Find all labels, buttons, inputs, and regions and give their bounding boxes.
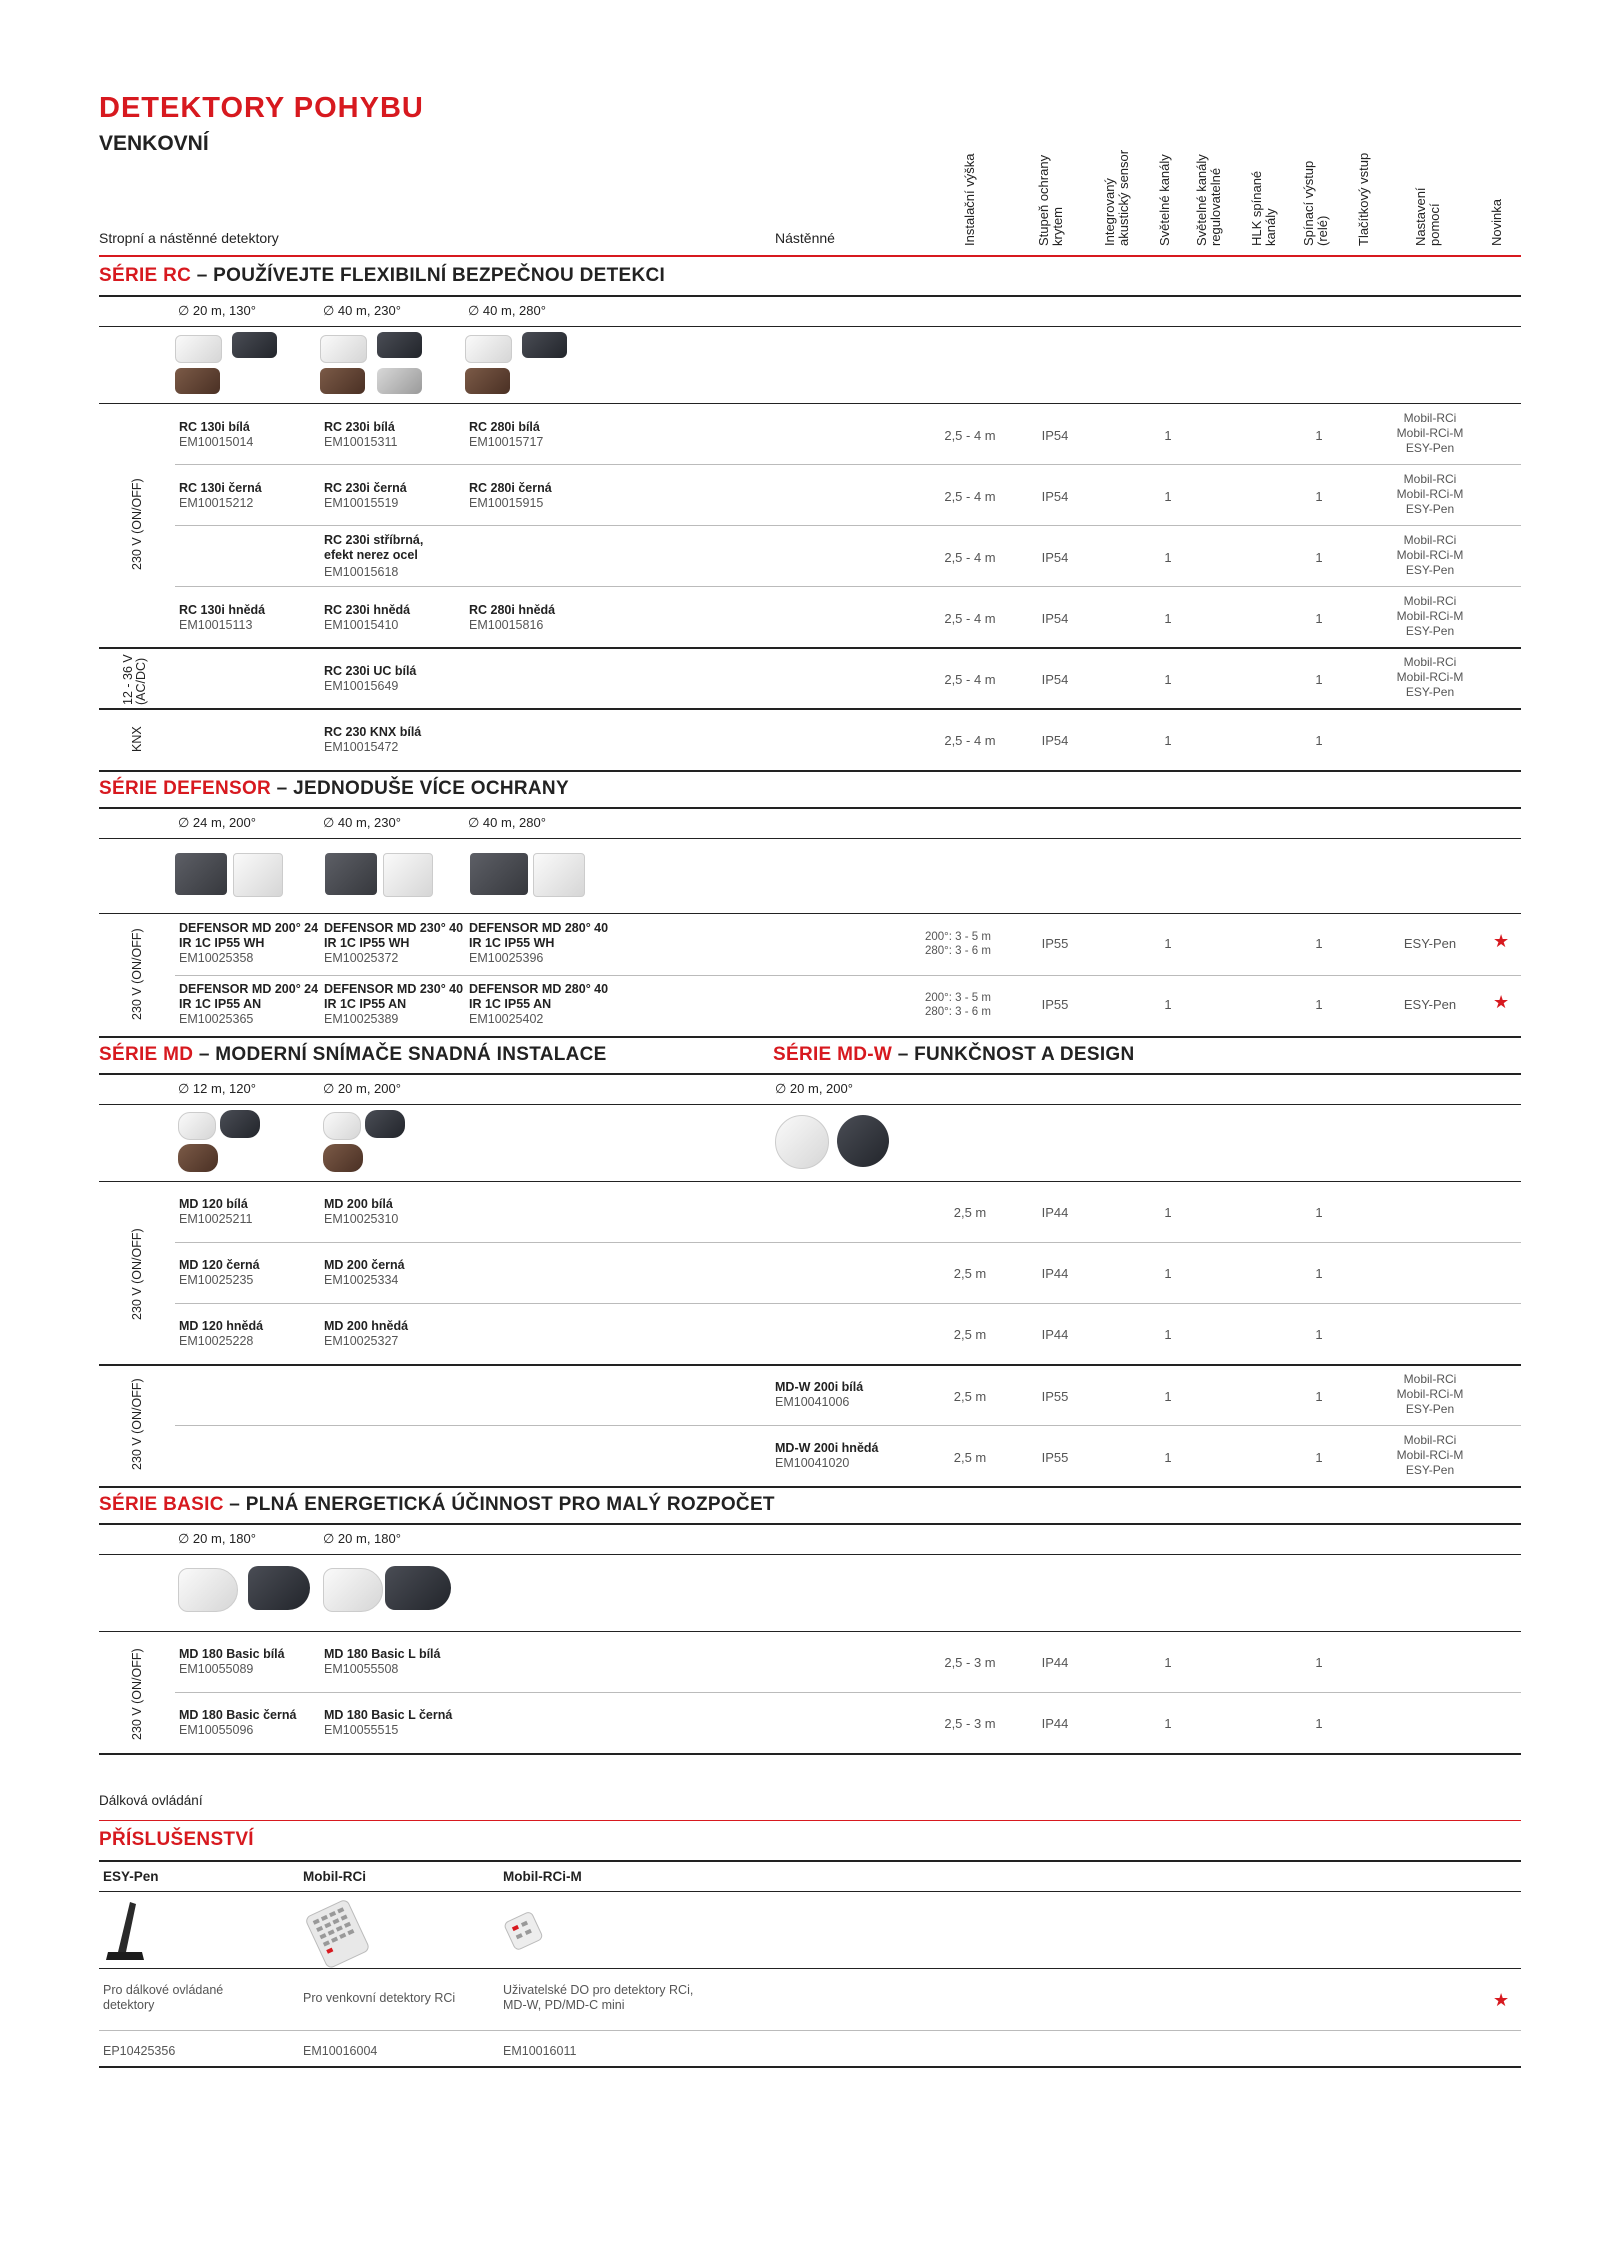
product-image-defensor280-white <box>533 853 585 897</box>
relay-output: 1 <box>1315 489 1323 504</box>
divider <box>99 1073 1521 1075</box>
product-image-rc230-silver <box>377 368 422 394</box>
product-name: MD 180 Basic L bílá <box>324 1647 441 1661</box>
page-title: DETEKTORY POHYBU <box>99 92 424 124</box>
light-channels: 1 <box>1164 611 1172 626</box>
divider <box>99 326 1521 327</box>
product-name: MD 180 Basic L černá <box>324 1708 453 1722</box>
setup-methods: Mobil-RCi Mobil-RCi-M ESY-Pen <box>1396 533 1464 577</box>
light-channels: 1 <box>1164 936 1172 951</box>
install-height: 2,5 - 4 m <box>944 733 996 748</box>
relay-output: 1 <box>1315 1655 1323 1670</box>
product-code: EM10041020 <box>775 1456 850 1470</box>
product-name: MD 120 bílá <box>179 1197 248 1211</box>
ip-rating: IP54 <box>1041 428 1069 443</box>
divider <box>175 586 1521 587</box>
ip-rating: IP55 <box>1041 1450 1069 1465</box>
product-image-rc230-black <box>377 332 422 358</box>
col-header-relay: Spínací výstup (relé) <box>1301 160 1330 246</box>
divider <box>175 464 1521 465</box>
product-image-rc280-white <box>465 335 512 363</box>
new-star-icon: ★ <box>1493 931 1510 951</box>
product-code: EM10015113 <box>179 618 253 632</box>
product-code: EM10055515 <box>324 1723 399 1737</box>
dimension-label: ∅ 20 m, 180° <box>178 1531 256 1546</box>
ip-rating: IP54 <box>1041 550 1069 565</box>
light-channels: 1 <box>1164 1327 1172 1342</box>
product-name: MD-W 200i bílá <box>775 1380 864 1394</box>
divider <box>99 647 1521 649</box>
product-code: EM10015519 <box>324 496 399 510</box>
product-name: RC 280i bílá <box>469 420 540 434</box>
product-image-defensor200-anthracite <box>175 853 227 895</box>
product-code: EM10025402 <box>469 1012 544 1026</box>
dimension-label: ∅ 20 m, 180° <box>323 1531 401 1546</box>
divider <box>99 1036 1521 1038</box>
setup-methods: Mobil-RCi Mobil-RCi-M ESY-Pen <box>1396 1433 1464 1477</box>
esy-pen-image <box>102 1900 162 1962</box>
accessory-header: Mobil-RCi-M <box>503 1869 582 1884</box>
product-name: RC 130i bílá <box>179 420 250 434</box>
dimension-label: ∅ 24 m, 200° <box>178 815 256 830</box>
divider <box>175 525 1521 526</box>
product-name: DEFENSOR MD 230° 40 IR 1C IP55 WH <box>324 921 464 950</box>
product-code: EM10015014 <box>179 435 254 449</box>
accessory-header: ESY-Pen <box>103 1869 159 1884</box>
section-title-accessories: PŘÍSLUŠENSTVÍ <box>99 1829 254 1850</box>
product-image-md200-black <box>365 1110 405 1138</box>
product-image-md120-white <box>178 1112 216 1140</box>
product-name: DEFENSOR MD 230° 40 IR 1C IP55 AN <box>324 982 464 1011</box>
dimension-label: ∅ 12 m, 120° <box>178 1081 256 1096</box>
product-code: EM10016011 <box>503 2044 577 2058</box>
product-code: EM10015816 <box>469 618 544 632</box>
light-channels: 1 <box>1164 489 1172 504</box>
install-height: 2,5 - 4 m <box>944 550 996 565</box>
product-image-rc230-brown <box>320 368 365 394</box>
relay-output: 1 <box>1315 1266 1323 1281</box>
dimension-label: ∅ 40 m, 280° <box>468 303 546 318</box>
relay-output: 1 <box>1315 1716 1323 1731</box>
install-height: 2,5 - 3 m <box>944 1655 996 1670</box>
product-code: EM10025310 <box>324 1212 399 1226</box>
install-height: 2,5 - 4 m <box>944 672 996 687</box>
setup-methods: ESY-Pen <box>1403 936 1457 951</box>
divider <box>99 1968 1521 1969</box>
product-image-rc230-white <box>320 335 367 363</box>
product-name: MD 180 Basic bílá <box>179 1647 285 1661</box>
product-name: DEFENSOR MD 280° 40 IR 1C IP55 WH <box>469 921 609 950</box>
dimension-label: ∅ 20 m, 200° <box>775 1081 853 1096</box>
install-height: 200°: 3 - 5 m 280°: 3 - 6 m <box>925 992 991 1018</box>
col-header-new: Novinka <box>1489 199 1504 246</box>
divider <box>99 1554 1521 1555</box>
product-image-basic-l-black <box>385 1566 451 1610</box>
product-name: DEFENSOR MD 200° 24 IR 1C IP55 WH <box>179 921 319 950</box>
light-channels: 1 <box>1164 550 1172 565</box>
product-name: RC 230i bílá <box>324 420 395 434</box>
ip-rating: IP55 <box>1041 997 1069 1012</box>
product-name: RC 130i hnědá <box>179 603 266 617</box>
product-name: DEFENSOR MD 200° 24 IR 1C IP55 AN <box>179 982 319 1011</box>
divider <box>99 295 1521 297</box>
divider <box>175 1425 1521 1426</box>
setup-methods: Mobil-RCi Mobil-RCi-M ESY-Pen <box>1396 472 1464 516</box>
product-image-rc130-white <box>175 335 222 363</box>
ip-rating: IP55 <box>1041 1389 1069 1404</box>
product-name: MD 200 hnědá <box>324 1319 409 1333</box>
product-name: RC 230i stříbrná, efekt nerez ocel <box>324 533 424 562</box>
install-height: 2,5 m <box>953 1205 987 1220</box>
product-code: EM10025396 <box>469 951 544 965</box>
product-code: EM10015410 <box>324 618 399 632</box>
divider <box>99 1631 1521 1632</box>
product-code: EM10025358 <box>179 951 254 965</box>
product-code: EM10025372 <box>324 951 399 965</box>
new-star-icon: ★ <box>1493 1990 1510 2010</box>
product-name: MD 120 černá <box>179 1258 260 1272</box>
product-name: MD 180 Basic černá <box>179 1708 297 1722</box>
light-channels: 1 <box>1164 1716 1172 1731</box>
mobil-rci-image <box>300 1898 375 1968</box>
product-code: EP10425356 <box>103 2044 176 2058</box>
install-height: 2,5 m <box>953 1389 987 1404</box>
product-code: EM10025235 <box>179 1273 254 1287</box>
product-image-rc280-black <box>522 332 567 358</box>
dimension-label: ∅ 20 m, 200° <box>323 1081 401 1096</box>
product-name: RC 230i UC bílá <box>324 664 417 678</box>
light-channels: 1 <box>1164 1655 1172 1670</box>
product-name: RC 230 KNX bílá <box>324 725 422 739</box>
product-code: EM10055096 <box>179 1723 254 1737</box>
ip-rating: IP54 <box>1041 611 1069 626</box>
product-image-defensor230-white <box>383 853 433 897</box>
setup-methods: ESY-Pen <box>1403 997 1457 1012</box>
divider <box>99 913 1521 914</box>
relay-output: 1 <box>1315 936 1323 951</box>
divider <box>99 770 1521 772</box>
col-header-acoustic: Integrovaný akustický sensor <box>1102 149 1131 246</box>
product-code: EM10016004 <box>303 2044 378 2058</box>
divider <box>175 1303 1521 1304</box>
install-height: 2,5 - 4 m <box>944 428 996 443</box>
ip-rating: IP54 <box>1041 733 1069 748</box>
install-height: 2,5 m <box>953 1266 987 1281</box>
setup-methods: Mobil-RCi Mobil-RCi-M ESY-Pen <box>1396 655 1464 699</box>
col-header-dimmable: Světelné kanály regulovatelné <box>1194 154 1223 246</box>
light-channels: 1 <box>1164 672 1172 687</box>
relay-output: 1 <box>1315 611 1323 626</box>
divider <box>99 1860 1521 1862</box>
light-channels: 1 <box>1164 997 1172 1012</box>
divider <box>99 1523 1521 1525</box>
product-name: RC 230i černá <box>324 481 407 495</box>
install-height: 2,5 m <box>953 1327 987 1342</box>
product-code: EM10015717 <box>469 435 544 449</box>
relay-output: 1 <box>1315 1327 1323 1342</box>
accessory-description: Uživatelské DO pro detektory RCi, MD-W, PD/MD-C mini <box>503 1983 694 2012</box>
light-channels: 1 <box>1164 1266 1172 1281</box>
mobil-rci-m-image <box>498 1908 548 1953</box>
divider <box>99 1820 1521 1821</box>
product-code: EM10015212 <box>179 496 254 510</box>
col-header-setup: Nastavení pomocí <box>1413 187 1442 246</box>
divider <box>99 807 1521 809</box>
col-header-button: Tlačítkový vstup <box>1356 152 1371 246</box>
divider <box>99 1891 1521 1892</box>
light-channels: 1 <box>1164 1205 1172 1220</box>
relay-output: 1 <box>1315 672 1323 687</box>
divider <box>99 838 1521 839</box>
section-title-defensor: SÉRIE DEFENSOR – JEDNODUŠE VÍCE OCHRANY <box>99 778 569 799</box>
section-title-md: SÉRIE MD – MODERNÍ SNÍMAČE SNADNÁ INSTALACE <box>99 1044 607 1065</box>
dimension-label: ∅ 40 m, 280° <box>468 815 546 830</box>
setup-methods: Mobil-RCi Mobil-RCi-M ESY-Pen <box>1396 1372 1464 1416</box>
product-image-mdw-black <box>837 1115 889 1167</box>
product-code: EM10041006 <box>775 1395 850 1409</box>
product-code: EM10015915 <box>469 496 544 510</box>
product-code: EM10025211 <box>179 1212 253 1226</box>
product-image-md200-brown <box>323 1144 363 1172</box>
divider <box>99 2030 1521 2031</box>
install-height: 2,5 - 3 m <box>944 1716 996 1731</box>
col-header-hvac: HLK spínané kanály <box>1249 170 1278 246</box>
ip-rating: IP54 <box>1041 489 1069 504</box>
dimension-label: ∅ 20 m, 130° <box>178 303 256 318</box>
col-header-ip: Stupeň ochrany krytem <box>1036 154 1065 246</box>
ip-rating: IP44 <box>1041 1716 1069 1731</box>
setup-methods: Mobil-RCi Mobil-RCi-M ESY-Pen <box>1396 411 1464 455</box>
col-header-light-channels: Světelné kanály <box>1157 154 1172 246</box>
remote-control-label: Dálková ovládání <box>99 1793 203 1808</box>
header-rule <box>99 255 1521 257</box>
product-name: MD-W 200i hnědá <box>775 1441 879 1455</box>
divider <box>99 1104 1521 1105</box>
light-channels: 1 <box>1164 428 1172 443</box>
product-image-rc130-black <box>232 332 277 358</box>
product-image-md120-brown <box>178 1144 218 1172</box>
product-code: EM10015472 <box>324 740 399 754</box>
ip-rating: IP54 <box>1041 672 1069 687</box>
product-code: EM10025228 <box>179 1334 254 1348</box>
accessory-description: Pro venkovní detektory RCi <box>303 1991 456 2005</box>
product-code: EM10025365 <box>179 1012 254 1026</box>
relay-output: 1 <box>1315 428 1323 443</box>
relay-output: 1 <box>1315 550 1323 565</box>
divider <box>99 1486 1521 1488</box>
ip-rating: IP55 <box>1041 936 1069 951</box>
category-left: Stropní a nástěnné detektory <box>99 230 279 246</box>
relay-output: 1 <box>1315 1389 1323 1404</box>
product-code: EM10015649 <box>324 679 399 693</box>
relay-output: 1 <box>1315 733 1323 748</box>
product-code: EM10025389 <box>324 1012 399 1026</box>
dimension-label: ∅ 40 m, 230° <box>323 303 401 318</box>
section-title-mdw: SÉRIE MD-W – FUNKČNOST A DESIGN <box>773 1044 1135 1065</box>
divider <box>99 1753 1521 1755</box>
product-name: RC 280i černá <box>469 481 552 495</box>
product-image-defensor200-white <box>233 853 283 897</box>
accessory-description: Pro dálkové ovládané detektory <box>103 1983 224 2012</box>
dimension-label: ∅ 40 m, 230° <box>323 815 401 830</box>
product-code: EM10055089 <box>179 1662 254 1676</box>
divider <box>99 403 1521 404</box>
product-name: RC 130i černá <box>179 481 262 495</box>
product-name: MD 200 černá <box>324 1258 405 1272</box>
light-channels: 1 <box>1164 733 1172 748</box>
divider <box>175 1692 1521 1693</box>
product-name: RC 230i hnědá <box>324 603 411 617</box>
accessory-header: Mobil-RCi <box>303 1869 366 1884</box>
product-code: EM10015311 <box>324 435 398 449</box>
relay-output: 1 <box>1315 1205 1323 1220</box>
divider <box>99 1364 1521 1366</box>
light-channels: 1 <box>1164 1389 1172 1404</box>
relay-output: 1 <box>1315 997 1323 1012</box>
setup-methods: Mobil-RCi Mobil-RCi-M ESY-Pen <box>1396 594 1464 638</box>
product-image-basic-black <box>248 1566 310 1610</box>
section-title-basic: SÉRIE BASIC – PLNÁ ENERGETICKÁ ÚČINNOST PRO MALÝ ROZPOČET <box>99 1494 775 1515</box>
divider <box>99 708 1521 710</box>
section-title-rc: SÉRIE RC – POUŽÍVEJTE FLEXIBILNÍ BEZPEČNOU DETEKCI <box>99 265 666 286</box>
product-code: EM10015618 <box>324 565 399 579</box>
product-image-rc130-brown <box>175 368 220 394</box>
product-name: DEFENSOR MD 280° 40 IR 1C IP55 AN <box>469 982 609 1011</box>
col-header-height: Instalační výška <box>962 153 977 246</box>
ip-rating: IP44 <box>1041 1655 1069 1670</box>
ip-rating: IP44 <box>1041 1327 1069 1342</box>
product-name: MD 120 hnědá <box>179 1319 264 1333</box>
product-image-mdw-white <box>775 1115 829 1169</box>
install-height: 200°: 3 - 5 m 280°: 3 - 6 m <box>925 931 991 957</box>
category-right: Nástěnné <box>775 230 835 246</box>
ip-rating: IP44 <box>1041 1205 1069 1220</box>
product-name: RC 280i hnědá <box>469 603 556 617</box>
new-star-icon: ★ <box>1493 992 1510 1012</box>
product-image-rc280-brown <box>465 368 510 394</box>
install-height: 2,5 - 4 m <box>944 489 996 504</box>
page-subtitle: VENKOVNÍ <box>99 132 209 155</box>
divider <box>175 1242 1521 1243</box>
product-image-basic-l-white <box>323 1568 383 1612</box>
divider <box>99 1181 1521 1182</box>
product-image-basic-white <box>178 1568 238 1612</box>
product-image-md120-black <box>220 1110 260 1138</box>
light-channels: 1 <box>1164 1450 1172 1465</box>
product-code: EM10025334 <box>324 1273 399 1287</box>
product-code: EM10025327 <box>324 1334 399 1348</box>
product-image-defensor280-anthracite <box>470 853 528 895</box>
product-code: EM10055508 <box>324 1662 399 1676</box>
divider <box>175 975 1521 976</box>
divider <box>99 2066 1521 2068</box>
product-image-defensor230-anthracite <box>325 853 377 895</box>
install-height: 2,5 m <box>953 1450 987 1465</box>
ip-rating: IP44 <box>1041 1266 1069 1281</box>
product-image-md200-white <box>323 1112 361 1140</box>
product-name: MD 200 bílá <box>324 1197 393 1211</box>
relay-output: 1 <box>1315 1450 1323 1465</box>
install-height: 2,5 - 4 m <box>944 611 996 626</box>
